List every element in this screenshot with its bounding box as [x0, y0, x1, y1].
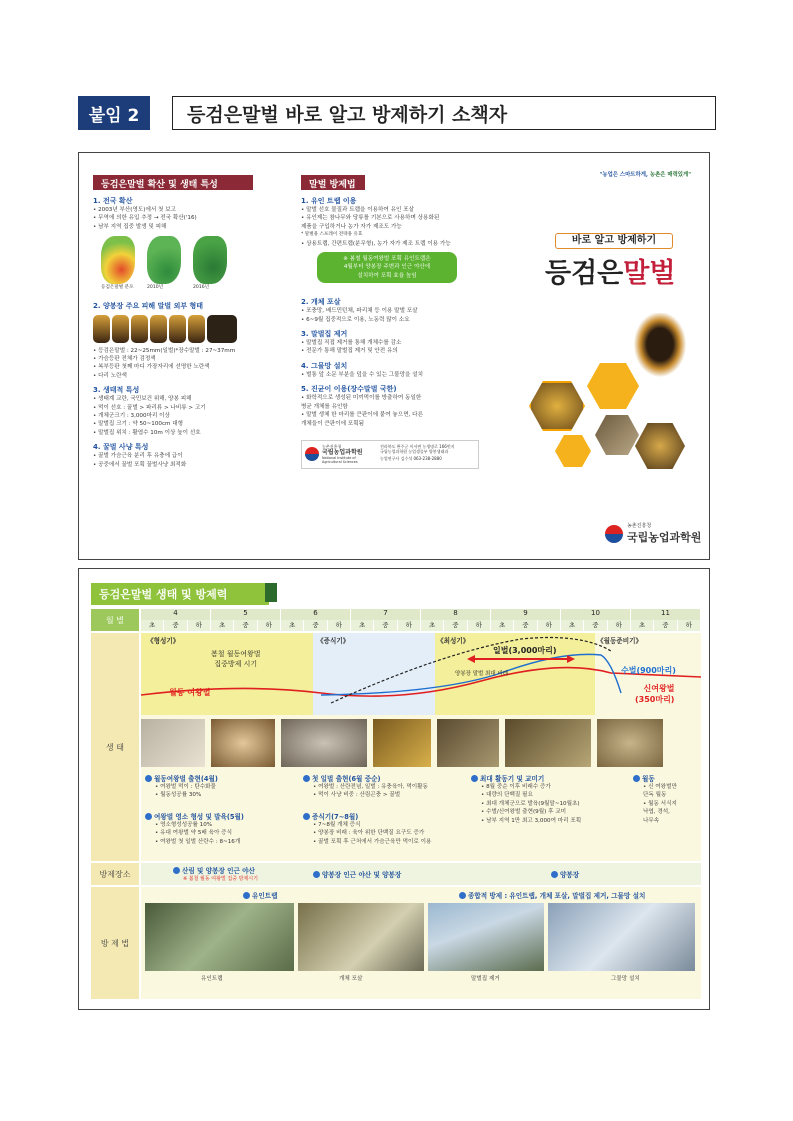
- month-cell: 5: [211, 609, 281, 620]
- curve-label-damage: 양봉장 말벌 최대 비례: [455, 671, 509, 677]
- bullet-icon: [243, 892, 250, 899]
- middle-heading: 말벌 방제법: [301, 175, 365, 190]
- cover-slogan: [600, 171, 691, 179]
- brochure-cover: [519, 153, 709, 559]
- mid-s5-item: • 말벌 생체 한 마리를 큰판이에 붙여 놓으면, 다른: [301, 412, 423, 419]
- map-label: 등검은말벌 분포: [101, 285, 134, 291]
- sub-period-cell: 하: [678, 620, 701, 631]
- left-s3-item: • 말벌집 크기 : 약 50~100cm 대형: [93, 421, 184, 428]
- month-cell: 4: [141, 609, 211, 620]
- attachment-tag: 붙임 2: [78, 96, 150, 130]
- sub-period-cell: 초: [281, 620, 304, 631]
- mid-s2-item: • 포충망, 배드민턴채, 파리채 등 이용 말벌 포살: [301, 308, 418, 315]
- left-s2-item: • 등검은말벌 : 22~25mm(일벌)*장수말벌 : 27~37mm: [93, 347, 236, 354]
- method-photos: [145, 903, 695, 971]
- map-label: 2010년: [147, 285, 164, 291]
- sub-period-cell: 초: [141, 620, 164, 631]
- photo-queen: [141, 719, 205, 767]
- month-cell: 9: [491, 609, 561, 620]
- method-row: [141, 887, 701, 999]
- cover-subtitle: 바로 알고 방제하기: [555, 233, 673, 249]
- method-caption: 말벌집 제거: [471, 976, 500, 982]
- hornet-illustration: [629, 313, 691, 383]
- left-s4-item: • 꿀벌 가슴근육 분리 후 유충에 급이: [93, 453, 183, 460]
- map-image: [147, 236, 181, 284]
- month-cell: 10: [561, 609, 631, 620]
- curve-label-new-queen: [635, 683, 674, 705]
- brochure-frame: [78, 152, 710, 560]
- hex-photo: [635, 423, 685, 469]
- mid-s5-item: • 화학적으로 생성된 미끼먹이를 방출하여 동일한: [301, 395, 422, 402]
- event-item: 나무속: [643, 817, 660, 824]
- event-item: • 8월 중순 이후 비래수 증가: [481, 784, 551, 790]
- sub-period-cell: 초: [491, 620, 514, 631]
- row-label-month: 월 별: [91, 609, 139, 631]
- month-header: [141, 609, 701, 620]
- month-cell: 8: [421, 609, 491, 620]
- photo-comb: [281, 719, 367, 767]
- population-curves: [141, 633, 701, 715]
- left-s3-item: • 개체군크기 : 3,000마리 이상: [93, 413, 170, 420]
- spring-note-line: 봄철 월동여왕벌: [211, 650, 261, 658]
- photo-nest: [597, 719, 663, 767]
- footer-address: 전라북도 완주군 이서면 농생명로 166번지: [380, 443, 455, 449]
- left-s2-item: • 가슴등판 전체가 검정색: [93, 356, 156, 363]
- phase-label: 《증식기》: [317, 637, 350, 645]
- bullet-icon: [551, 871, 558, 878]
- bullet-icon: [303, 775, 310, 782]
- pencil-icon: [265, 583, 277, 602]
- left-s1-item: • 무역에 의한 유입 추정 → 전국 확산('16): [93, 215, 197, 222]
- event-item: • 월동 서식지: [643, 800, 677, 807]
- trap-note-box: [317, 252, 457, 283]
- month-cell: 6: [281, 609, 351, 620]
- event-title: 여왕벌 영소 형성 및 발육(5월): [145, 811, 244, 821]
- month-cell: 11: [631, 609, 701, 620]
- site-label: 양봉장 인근 야산 및 양봉장: [313, 869, 401, 879]
- event-item: • 여왕벌 먹이 : 탄수화물: [155, 784, 216, 790]
- event-title: 월동: [633, 773, 677, 783]
- event-item: • 여왕벌 : 산란전념, 일벌 : 유충육아, 먹이활동: [313, 784, 428, 790]
- taegeuk-icon: [605, 525, 623, 543]
- left-s3-title: 3. 생태적 특성: [93, 386, 140, 395]
- curve-label-workers: 일벌(3,000마리): [493, 646, 557, 655]
- sub-period-cell: 하: [328, 620, 351, 631]
- new-queen-line: 신여왕벌: [643, 684, 675, 693]
- bullet-icon: [633, 775, 640, 782]
- event-nest-building: [145, 811, 244, 846]
- event-item: • 유대 여왕벌 약 5배 육아 증식: [155, 830, 232, 837]
- sub-period-cell: 중: [444, 620, 467, 631]
- sub-period-cell: 하: [538, 620, 561, 631]
- row-label-site: 방제장소: [91, 863, 139, 885]
- new-queen-line: (350마리): [635, 695, 675, 704]
- footer-address-2: 국립농업과학원 농업생물부 양봉생태과: [380, 449, 449, 455]
- photo-nest-removal: [428, 903, 544, 971]
- sub-period-cell: 중: [374, 620, 397, 631]
- hex-decor: [555, 435, 591, 467]
- row-label-ecology: 생 태: [91, 633, 139, 861]
- arrow-head: [567, 655, 575, 663]
- footer-contact: 농업연구사 김수석 063-238-2880: [380, 455, 442, 461]
- page-title: 등검은말벌 바로 알고 방제하기 소책자: [172, 96, 716, 130]
- left-s2-title: 2. 양봉장 주요 피해 말벌 외부 형태: [93, 301, 204, 310]
- curve-label-males: 수벌(900마리): [621, 666, 676, 675]
- left-s4-title: 4. 꿀벌 사냥 특성: [93, 443, 149, 452]
- mid-s1-item: • 말벌 선호 물질과 트랩을 이용하여 유인 포살: [301, 207, 415, 213]
- footer-org: 국립농업과학원: [322, 448, 363, 456]
- bullet-icon: [145, 813, 152, 820]
- event-item: • 여왕벌 첫 일벌 산란수 : 8~16개: [155, 838, 241, 845]
- method-label: 유인트랩: [243, 890, 277, 900]
- nias-logo: [305, 444, 374, 465]
- bullet-icon: [471, 775, 478, 782]
- sub-period-cell: 하: [188, 620, 211, 631]
- cover-title-part: 말벌: [623, 258, 676, 289]
- photo-nest-start: [211, 719, 275, 767]
- event-title: 첫 일벌 출현(6월 중순): [303, 773, 428, 783]
- mid-s3-item: • 전문가 통해 말벌집 제거 및 안전 유의: [301, 348, 398, 355]
- left-s3-item: • 생태계 교란, 국민보건 위해, 양봉 피해: [93, 396, 192, 403]
- trap-note-line: ※ 봄철 월동여왕벌 포획 유인트랩은: [343, 256, 431, 263]
- sub-period-cell: 초: [631, 620, 654, 631]
- map-image: [101, 236, 135, 284]
- event-item: • 꿀벌 포획 후 근처에서 가슴근육만 먹이로 이용: [313, 838, 432, 845]
- bullet-icon: [303, 813, 310, 820]
- footer-org-small: 농촌진흥청: [322, 443, 342, 449]
- event-item: • 먹이 사냥 비중 : 산림곤충 > 꿀벌: [313, 792, 401, 799]
- slogan-part: 농촌은 매력있게": [649, 172, 691, 178]
- left-s2-item: • 다리 노란색: [93, 372, 127, 379]
- calendar-grid: [91, 609, 701, 999]
- phase-label: 《형성기》: [147, 637, 180, 645]
- mid-s4-item: • 벌통 앞 소문 부분을 덮을 수 있는 그물망을 설치: [301, 371, 423, 378]
- site-label: 산림 및 양봉장 인근 야산: [173, 865, 258, 875]
- month-cell: 7: [351, 609, 421, 620]
- cover-title-part: 등검은: [545, 258, 624, 289]
- hornet-specimens-image: [93, 315, 253, 343]
- left-s2-item: • 복부등판 첫째 마디 가장자리에 선명한 노란색: [93, 364, 210, 371]
- event-title: 최대 활동기 및 교미기: [471, 773, 581, 783]
- event-item: • 대량의 단백질 필요: [481, 792, 533, 799]
- sub-period-cell: 초: [211, 620, 234, 631]
- event-item: • 남부 지역 1만 최고 3,000여 마리 포획: [481, 817, 582, 824]
- left-s3-item: • 말벌집 위치 : 활엽수 10m 이상 높이 선호: [93, 429, 201, 436]
- hex-photo: [595, 415, 639, 455]
- sub-period-cell: 중: [164, 620, 187, 631]
- event-winter: [633, 773, 677, 825]
- phase-label: 《최성기》: [437, 637, 470, 645]
- left-s4-item: • 공중에서 꿀벌 포획 꿀벌사냥 최적화: [93, 461, 187, 468]
- sub-period-header: [141, 620, 701, 631]
- sub-period-cell: 초: [421, 620, 444, 631]
- sub-period-cell: 하: [258, 620, 281, 631]
- photo-trap: [145, 903, 294, 971]
- row-label-method: 방 제 법: [91, 887, 139, 999]
- event-item: • 신 여왕벌만: [643, 784, 677, 790]
- left-s1-item: • 남부 지역 집중 발생 및 피해: [93, 223, 167, 230]
- mid-s1-item: 제품을 구입하거나 농가 자가 제조도 가능: [301, 223, 402, 230]
- hex-photo: [529, 381, 585, 431]
- mid-s1-item: • 유인제는 참나무와 당류를 기본으로 사용하며 상용화된: [301, 215, 440, 222]
- site-label: 양봉장: [551, 869, 579, 879]
- event-growth: [303, 811, 431, 846]
- event-item: • 7~8월 개체 증식: [313, 822, 361, 828]
- slogan-part: "농업은 스마트하게,: [599, 172, 650, 178]
- photo-swarm: [505, 719, 591, 767]
- cover-org-logo: [605, 523, 701, 545]
- mid-s5-item: 개체들이 큰판이에 포획됨: [301, 420, 364, 427]
- ecology-zone: [141, 633, 701, 861]
- curve-label-queen: 월동 여왕벌: [169, 688, 211, 697]
- ecology-calendar: [78, 568, 710, 1010]
- event-item: • 수벌/신여왕벌 출현(9월) 후 교미: [481, 809, 567, 816]
- bullet-icon: [145, 775, 152, 782]
- phase-label: 《월동준비기》: [597, 637, 643, 645]
- photo-hornets-hive: [437, 719, 499, 767]
- sub-period-cell: 초: [351, 620, 374, 631]
- method-caption: 그물망 설치: [611, 976, 640, 982]
- taegeuk-icon: [305, 447, 319, 461]
- sub-period-cell: 하: [398, 620, 421, 631]
- bullet-icon: [313, 871, 320, 878]
- photo-hornet: [373, 719, 431, 767]
- mid-s2-item: • 6~9월 집중적으로 이용, 노동력 많이 소요: [301, 316, 410, 323]
- sub-period-cell: 중: [234, 620, 257, 631]
- event-spring-queen: [145, 773, 218, 800]
- sub-period-cell: 중: [514, 620, 537, 631]
- event-item: • 영소형성성공률 10%: [155, 822, 213, 828]
- cover-org-small: 농촌진흥청: [627, 523, 652, 529]
- sub-period-cell: 초: [561, 620, 584, 631]
- middle-footer: [301, 440, 479, 469]
- map-label: 2016년: [193, 285, 210, 291]
- cover-org: 국립농업과학원: [627, 531, 702, 544]
- map-image: [193, 236, 227, 284]
- distribution-maps: [101, 236, 253, 292]
- cover-title: [545, 251, 675, 290]
- event-title: 월동여왕벌 출현(4월): [145, 773, 218, 783]
- photo-net: [548, 903, 695, 971]
- sub-period-cell: 하: [608, 620, 631, 631]
- method-caption: 개체 포살: [339, 976, 363, 982]
- mid-s1-item: * 말벌용 스프레이 전략용 유효: [301, 232, 363, 238]
- event-item: • 월동성공률 30%: [155, 792, 202, 799]
- mid-s5-item: 병균 개체를 유인함: [301, 403, 348, 410]
- mid-s4-title: 4. 그물망 설치: [301, 361, 348, 370]
- event-item: 단독 월동: [643, 792, 667, 799]
- bullet-icon: [173, 867, 180, 874]
- site-row: [141, 863, 701, 885]
- trap-note-line: 설치하여 포획 효율 높임: [357, 272, 417, 279]
- mid-s1-item: • 상용트랩, 간편트랩(분무형), 농가 자가 제조 트랩 이용 가능: [301, 240, 451, 247]
- event-peak: [471, 773, 581, 825]
- ecology-photos: [141, 719, 701, 767]
- arrow-head: [467, 655, 475, 663]
- left-s1-title: 1. 전국 확산: [93, 197, 133, 205]
- calendar-heading: 등검은말벌 생태 및 방제력: [91, 583, 269, 605]
- method-caption: 유인트랩: [201, 976, 223, 982]
- site-forest: [173, 865, 258, 882]
- sub-period-cell: 중: [584, 620, 607, 631]
- event-title: 증식기(7~8월): [303, 811, 431, 821]
- left-s3-item: • 먹이 선호 : 꿀벌 > 파리류 > 나비류 > 고기: [93, 404, 206, 411]
- sub-period-cell: 중: [304, 620, 327, 631]
- mid-s3-item: • 말벌집 직접 제거를 통해 개체수를 감소: [301, 340, 402, 347]
- brochure-middle: [301, 175, 481, 469]
- trap-note-line: 4월부터 양봉장 주변과 인근 야산에: [343, 264, 431, 271]
- footer-org-en: National Institute of Agricultural Sciences: [322, 455, 358, 465]
- mid-s1-title: 1. 유인 트랩 이용: [301, 197, 357, 205]
- event-item: • 양봉장 비래 : 육아 위한 단백질 요구도 증가: [313, 830, 425, 837]
- photo-catching: [298, 903, 424, 971]
- mid-s3-title: 3. 말벌집 제거: [301, 330, 348, 339]
- event-item: 낙엽, 경석,: [643, 809, 670, 816]
- left-s1-item: • 2003년 부산(영도)에서 첫 보고: [93, 207, 177, 213]
- spring-note-line: 집중방제 시기: [214, 660, 258, 668]
- site-note: ※ 봄철 월동 여왕벌 집중 방제시기: [183, 876, 258, 882]
- event-first-workers: [303, 773, 428, 800]
- left-heading: 등검은말벌 확산 및 생태 특성: [93, 175, 253, 190]
- sub-period-cell: 중: [654, 620, 677, 631]
- method-label: 종합적 방제 : 유인트랩, 개체 포살, 말벌집 제거, 그물망 설치: [459, 890, 645, 900]
- mid-s2-title: 2. 개체 포살: [301, 298, 341, 307]
- brochure-left: [93, 175, 253, 469]
- mid-s5-title: 5. 진균이 이용(장수말벌 국한): [301, 385, 397, 394]
- event-item: • 최대 개체군으로 발육(9월말~10월초): [481, 800, 580, 807]
- bullet-icon: [459, 892, 466, 899]
- sub-period-cell: 하: [468, 620, 491, 631]
